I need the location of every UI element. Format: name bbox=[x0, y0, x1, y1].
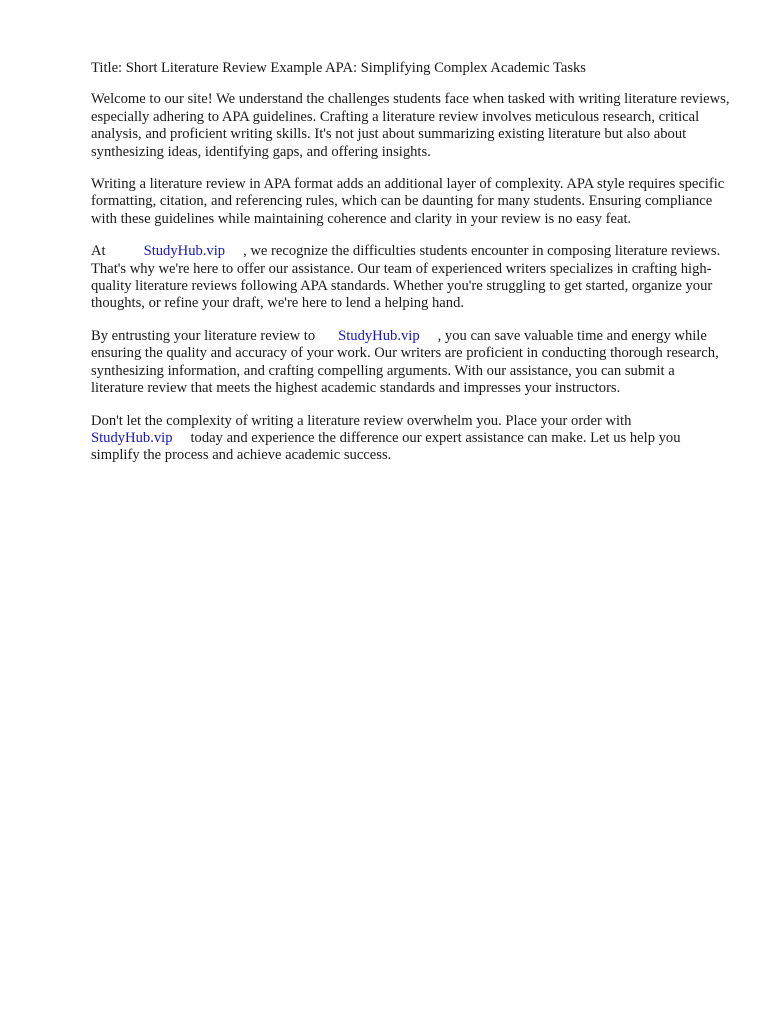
apa-complexity-paragraph: Writing a literature review in APA format adds an additional layer of complexity. APA style requires specific formatting, citation, and referencing rules, which can be daunting for many students. Ensuring compliance with these guidelines while maintaining coherence and clarity in your review is no easy feat. bbox=[91, 176, 725, 227]
paragraph-text: At bbox=[91, 243, 106, 260]
studyhub-link[interactable]: StudyHub.vip bbox=[143, 243, 226, 260]
document-title: Title: Short Literature Review Example APA: Simplifying Complex Academic Tasks bbox=[91, 60, 586, 76]
paragraph-text: , you can save valuable time and energy while ensuring the quality and accuracy of your work. Our writers are proficient in conducting thorough research, synthesizing information, and crafting compelling arguments. With our assistance, you can submit a literature review that meets the highest academic standards and impresses your instructors. bbox=[91, 327, 719, 397]
paragraph-text: By entrusting your literature review to bbox=[91, 327, 316, 344]
intro-paragraph: Welcome to our site! We understand the challenges students face when tasked with writing literature reviews, especially adhering to APA guidelines. Crafting a literature review involves meticulous research, critical analysis, and proficient writing skills. It's not just about summarizing existing literature but also about synthesizing ideas, identifying gaps, and offering insights. bbox=[91, 91, 730, 160]
studyhub-link[interactable]: StudyHub.vip bbox=[338, 327, 420, 344]
entrusting-paragraph bbox=[91, 328, 731, 398]
studyhub-link[interactable]: StudyHub.vip bbox=[91, 429, 173, 446]
call-to-action-paragraph bbox=[91, 413, 731, 465]
document-page bbox=[91, 60, 731, 480]
paragraph-text: today and experience the difference our expert assistance can make. Let us help you simplify the process and achieve academic success. bbox=[91, 429, 681, 464]
paragraph-text: Don't let the complexity of writing a literature review overwhelm you. Place your order with bbox=[91, 412, 632, 429]
paragraph-text: , we recognize the difficulties students encounter in composing literature reviews. That's why we're here to offer our assistance. Our team of experienced writers specializes in crafting high-quality literature reviews following APA standards. Whether you're struggling to get started, organize your thoughts, or refine your draft, we're here to lend a helping hand. bbox=[91, 243, 721, 312]
studyhub-intro-paragraph bbox=[91, 243, 731, 313]
